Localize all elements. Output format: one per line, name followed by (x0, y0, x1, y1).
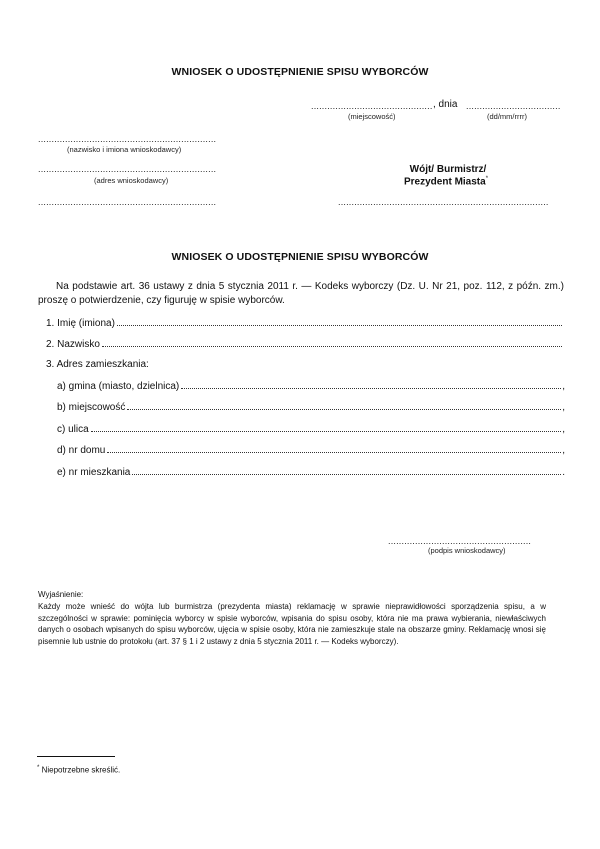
place-caption: (miejscowość) (348, 112, 396, 121)
field-flat-no-period: . (562, 467, 565, 478)
field-surname-label: 2. Nazwisko (46, 339, 100, 350)
field-house-no-comma: , (562, 445, 565, 456)
field-first-names[interactable] (46, 318, 562, 329)
recipient-field[interactable]: .............................................................................. (338, 197, 549, 207)
form-title: WNIOSEK O UDOSTĘPNIENIE SPISU WYBORCÓW (171, 251, 429, 263)
field-locality-label: b) miejscowość (57, 402, 126, 413)
field-house-no-label: d) nr domu (57, 445, 106, 456)
field-flat-no[interactable] (57, 467, 565, 478)
field-first-names-label: 1. Imię (imiona) (46, 318, 115, 329)
field-locality-comma: , (562, 402, 565, 413)
explanation-heading: Wyjaśnienie: (38, 590, 84, 599)
field-first-names-line[interactable] (117, 325, 562, 326)
field-flat-no-line[interactable] (132, 474, 561, 475)
field-street-line[interactable] (91, 431, 562, 432)
field-surname-line[interactable] (102, 346, 562, 347)
explanation-text: Każdy może wnieść do wójta lub burmistrza (prezydenta miasta) reklamację w sprawie nieprawidłowości sporządzenia spisu, a w szczególności w sprawie: pominięcia wyborcy w spisie wyborców, wpisania do spisu osoby, która nie ma prawa wybierania, niewłaściwych danych o osobach wpisanych do spisu wyborców, ujęcia w spisie osoby, która nie zamieszkuje stale na obszarze gminy. Reklamację wnosi się pisemnie lub ustnie do protokołu (art. 37 § 1 i 2 ustawy z dnia 5 stycznia 2011 r. — Kodeks wyborczy). (38, 602, 546, 646)
date-caption: (dd/mm/rrrr) (487, 112, 527, 121)
signature-caption: (podpis wnioskodawcy) (428, 546, 506, 555)
date-field[interactable]: ................................... (466, 101, 561, 111)
field-house-no-line[interactable] (107, 452, 561, 453)
field-surname[interactable] (46, 339, 562, 350)
date-label: , dnia (433, 99, 458, 110)
recipient-line1: Wójt/ Burmistrz/ (409, 164, 487, 175)
applicant-name-caption: (nazwisko i imiona wnioskodawcy) (67, 145, 182, 154)
place-field[interactable]: ............................................. (311, 101, 433, 111)
address-header: 3. Adres zamieszkania: (46, 359, 149, 370)
field-house-no[interactable] (57, 445, 565, 456)
applicant-address-caption: (adres wnioskodawcy) (94, 176, 169, 185)
field-commune-comma: , (562, 381, 565, 392)
document-title: WNIOSEK O UDOSTĘPNIENIE SPISU WYBORCÓW (171, 66, 429, 78)
field-locality-line[interactable] (127, 409, 561, 410)
footnote-mark: * (37, 765, 40, 771)
field-flat-no-label: e) nr mieszkania (57, 467, 131, 478)
field-commune-label: a) gmina (miasto, dzielnica) (57, 381, 180, 392)
field-commune[interactable] (57, 381, 565, 392)
field-locality[interactable] (57, 402, 565, 413)
field-street-comma: , (562, 424, 565, 435)
recipient-line2-text: Prezydent Miasta (404, 176, 486, 188)
intro-paragraph: Na podstawie art. 36 ustawy z dnia 5 stycznia 2011 r. — Kodeks wyborczy (Dz. U. Nr 21, poz. 112, z późn. zm.) proszę o potwierdzenie, czy figuruję w spisie wyborców. (38, 281, 564, 306)
footnote-divider (37, 756, 115, 757)
field-street[interactable] (57, 424, 565, 435)
applicant-name-field[interactable]: .................................................................. (38, 134, 217, 144)
signature-field[interactable]: ..................................................... (388, 536, 532, 546)
field-commune-line[interactable] (181, 388, 561, 389)
footnote-text: Niepotrzebne skreślić. (41, 765, 121, 775)
field-street-label: c) ulica (57, 424, 89, 435)
applicant-extra-field[interactable]: .................................................................. (38, 197, 217, 207)
applicant-address-field[interactable]: .................................................................. (38, 164, 217, 174)
footnote (37, 763, 120, 776)
recipient-footnote-mark: * (485, 176, 489, 182)
recipient-line2 (404, 176, 488, 187)
